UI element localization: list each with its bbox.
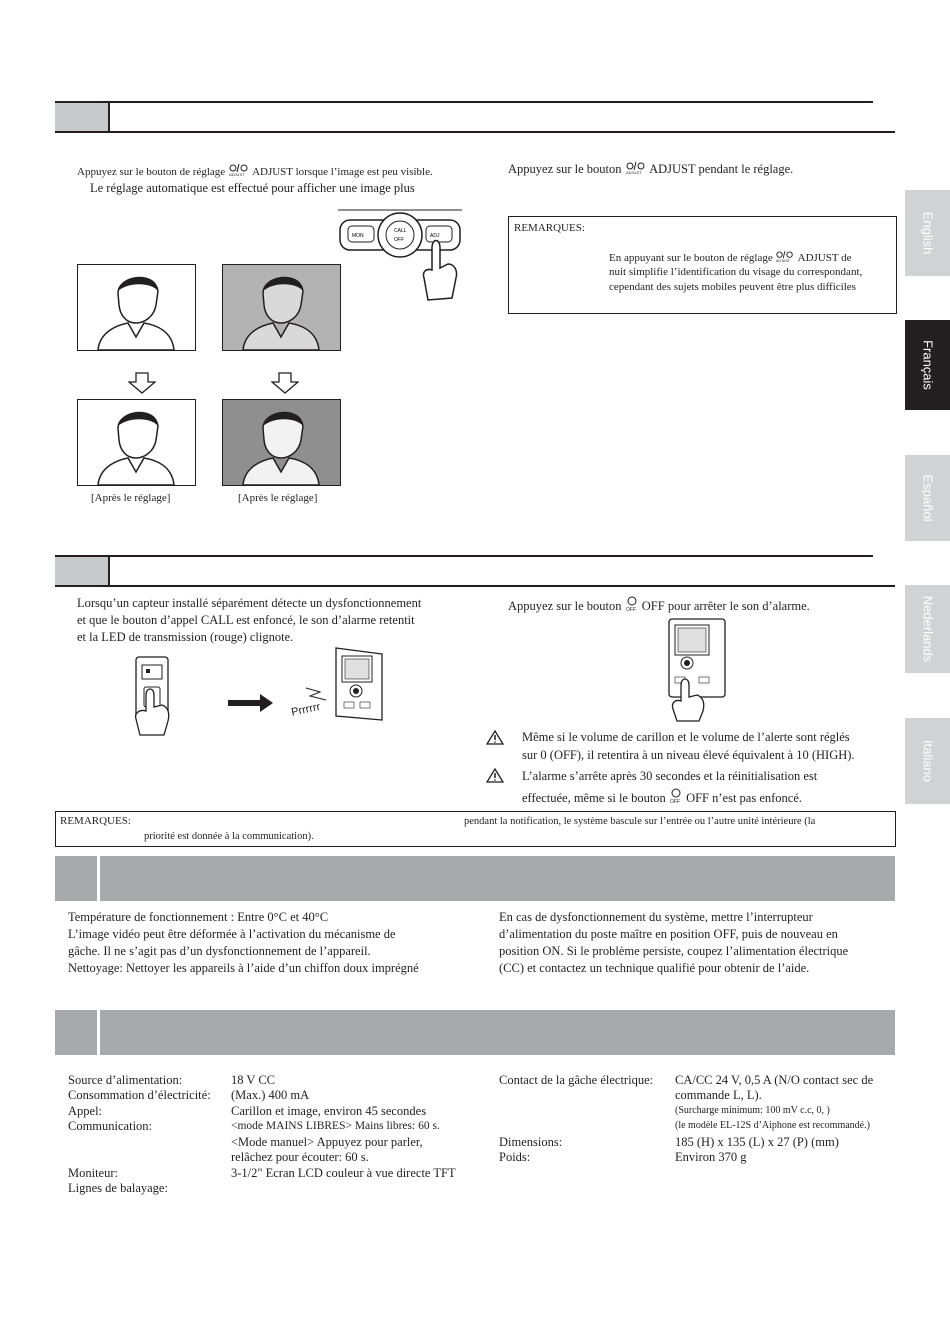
svg-text:CALL: CALL — [394, 228, 407, 234]
notes-line: cependant des sujets mobiles peuvent être plus difficiles — [609, 281, 856, 293]
spec-label: Lignes de balayage: — [68, 1181, 168, 1195]
tab-label: Français — [920, 340, 935, 390]
image-before-night — [222, 264, 341, 351]
spec-value: 185 (H) x 135 (L) x 27 (P) (mm) — [675, 1135, 839, 1149]
text: Appuyez sur le bouton de réglage — [77, 166, 226, 178]
care-text: Température de fonctionnement : Entre 0°C et 40°C — [68, 910, 329, 924]
care-text: d’alimentation du poste maître en position OFF, puis de nouveau en — [499, 927, 838, 941]
arrow-down-icon — [271, 372, 299, 394]
tab-label: Nederlands — [920, 595, 935, 663]
notes-line — [609, 250, 852, 265]
day-night-adjust-icon — [625, 161, 647, 175]
arrow-right-icon — [228, 693, 274, 713]
spec-label: Poids: — [499, 1150, 531, 1164]
section-number-box — [55, 103, 109, 132]
spec-label: Source d’alimentation: — [68, 1073, 183, 1087]
care-text: (CC) et contactez un technique qualifié pour obtenir de l’aide. — [499, 961, 810, 975]
arrow-down-icon — [128, 372, 156, 394]
image-after-day — [77, 399, 196, 486]
care-text: En cas de dysfonctionnement du système, mettre l’interrupteur — [499, 910, 813, 924]
spec-value: (le modèle EL-12S d’Aiphone est recommandé.) — [675, 1120, 870, 1131]
notes-line: priorité est donnée à la communication). — [144, 831, 314, 842]
person-icon — [78, 400, 195, 485]
tab-label: English — [920, 211, 935, 255]
day-night-adjust-icon — [228, 163, 250, 177]
adjust-instruction — [77, 163, 433, 179]
alarm-sound-text: Prrrrrr — [290, 700, 322, 719]
spec-value: (Surcharge minimum: 100 mV c.c, 0, ) — [675, 1105, 830, 1116]
text: effectuée, même si le bouton — [522, 791, 666, 805]
care-text: position ON. Si le problème persiste, coupez l’alimentation électrique — [499, 944, 849, 958]
caption-after-adjust-right: [Après le réglage] — [238, 492, 318, 504]
notes-label: REMARQUES: — [60, 815, 131, 827]
tab-label: Italiano — [920, 740, 935, 782]
divider — [97, 1010, 100, 1055]
warning-text: Même si le volume de carillon et le volume de l’alerte sont réglés — [522, 730, 850, 744]
warning-icon — [486, 768, 504, 783]
text: Appuyez sur le bouton — [508, 162, 622, 176]
off-button-icon — [625, 596, 639, 612]
section-number-box — [55, 557, 109, 586]
warning-text — [522, 788, 802, 806]
divider — [55, 585, 895, 587]
svg-text:ADJUST: ADJUST — [228, 172, 245, 177]
adjust-right-instruction — [508, 161, 793, 177]
image-before-day — [77, 264, 196, 351]
text: ADJUST pendant le réglage. — [649, 162, 794, 176]
care-text: L’image vidéo peut être déformée à l’activation du mécanisme de — [68, 927, 396, 941]
monitor-off-illustration — [665, 617, 731, 723]
svg-text:OFF: OFF — [394, 237, 404, 243]
tab-espanol[interactable] — [905, 455, 950, 541]
alarm-off-instruction — [508, 596, 810, 614]
text: Appuyez sur le bouton — [508, 599, 622, 613]
spec-label: Communication: — [68, 1119, 153, 1133]
care-text: Nettoyage: Nettoyer les appareils à l’aide d’un chiffon doux imprégné — [68, 961, 419, 975]
spec-label: Contact de la gâche électrique: — [499, 1073, 654, 1087]
divider — [108, 555, 110, 587]
svg-text:ADJUST: ADJUST — [776, 258, 791, 263]
alarm-description: et la LED de transmission (rouge) clignote. — [77, 630, 294, 644]
image-after-night — [222, 399, 341, 486]
svg-text:OFF: OFF — [625, 607, 636, 612]
svg-text:OFF: OFF — [669, 799, 680, 804]
spec-label: Moniteur: — [68, 1166, 118, 1180]
monitor-buttons-illustration — [336, 208, 466, 304]
spec-value: <Mode manuel> Appuyez pour parler, — [231, 1135, 423, 1149]
divider — [55, 131, 895, 133]
spec-value: 3-1/2" Ecran LCD couleur à vue directe TFT — [231, 1166, 456, 1180]
spec-label: Dimensions: — [499, 1135, 563, 1149]
notes-label: REMARQUES: — [514, 222, 585, 234]
caption-after-adjust-left: [Après le réglage] — [91, 492, 171, 504]
text: En appuyant sur le bouton de réglage — [609, 252, 773, 264]
svg-text:ADJUST: ADJUST — [625, 170, 642, 175]
spec-label: Appel: — [68, 1104, 103, 1118]
spec-value: (Max.) 400 mA — [231, 1088, 310, 1102]
text: ADJUST de — [797, 252, 852, 264]
person-icon — [223, 400, 340, 485]
person-icon — [78, 265, 195, 350]
text: OFF n’est pas enfoncé. — [686, 791, 803, 805]
divider — [55, 555, 873, 557]
care-text: gâche. Il ne s’agit pas d’un dysfonctionnement de l’appareil. — [68, 944, 371, 958]
svg-text:ADJ: ADJ — [430, 233, 440, 239]
text: ADJUST lorsque l’image est peu visible. — [252, 166, 433, 178]
spec-label: Consommation d’électricité: — [68, 1088, 211, 1102]
section-band-specs — [55, 1010, 895, 1055]
notes-line: nuit simplifie l’identification du visage du correspondant, — [609, 266, 863, 278]
spec-value: commande L, L). — [675, 1088, 762, 1102]
day-night-adjust-icon — [775, 250, 795, 263]
warning-icon — [486, 730, 504, 745]
door-station-illustration — [128, 655, 178, 737]
spec-value: relâchez pour écouter: 60 s. — [231, 1150, 369, 1164]
notes-box-alarm — [55, 811, 896, 847]
spec-value: Carillon et image, environ 45 secondes — [231, 1104, 427, 1118]
divider — [97, 856, 100, 901]
spec-value: 18 V CC — [231, 1073, 276, 1087]
person-icon — [223, 265, 340, 350]
text: OFF pour arrêter le son d’alarme. — [641, 599, 810, 613]
warning-text: sur 0 (OFF), il retentira à un niveau élevé équivalent à 10 (HIGH). — [522, 748, 855, 762]
tab-english[interactable] — [905, 190, 950, 276]
tab-francais[interactable] — [905, 320, 950, 410]
alarm-description: Lorsqu’un capteur installé séparément détecte un dysfonctionnement — [77, 596, 422, 610]
tab-italiano[interactable] — [905, 718, 950, 804]
notes-box-adjust — [508, 216, 897, 314]
spec-value: CA/CC 24 V, 0,5 A (N/O contact sec de — [675, 1073, 874, 1087]
svg-text:MON: MON — [352, 233, 364, 239]
off-button-icon — [669, 788, 683, 804]
tab-nederlands[interactable] — [905, 585, 950, 673]
tab-label: Español — [920, 474, 935, 522]
warning-text: L’alarme s’arrête après 30 secondes et la réinitialisation est — [522, 769, 818, 783]
spec-value: <mode MAINS LIBRES> Mains libres: 60 s. — [231, 1120, 440, 1132]
divider — [108, 101, 110, 133]
notes-line: pendant la notification, le système bascule sur l’entrée ou l’autre unité intérieure (la — [464, 816, 816, 827]
adjust-description: Le réglage automatique est effectué pour afficher une image plus — [90, 181, 415, 195]
divider — [55, 101, 873, 103]
section-band-care — [55, 856, 895, 901]
alarm-description: et que le bouton d’appel CALL est enfoncé, le son d’alarme retentit — [77, 613, 415, 627]
spec-value: Environ 370 g — [675, 1150, 747, 1164]
